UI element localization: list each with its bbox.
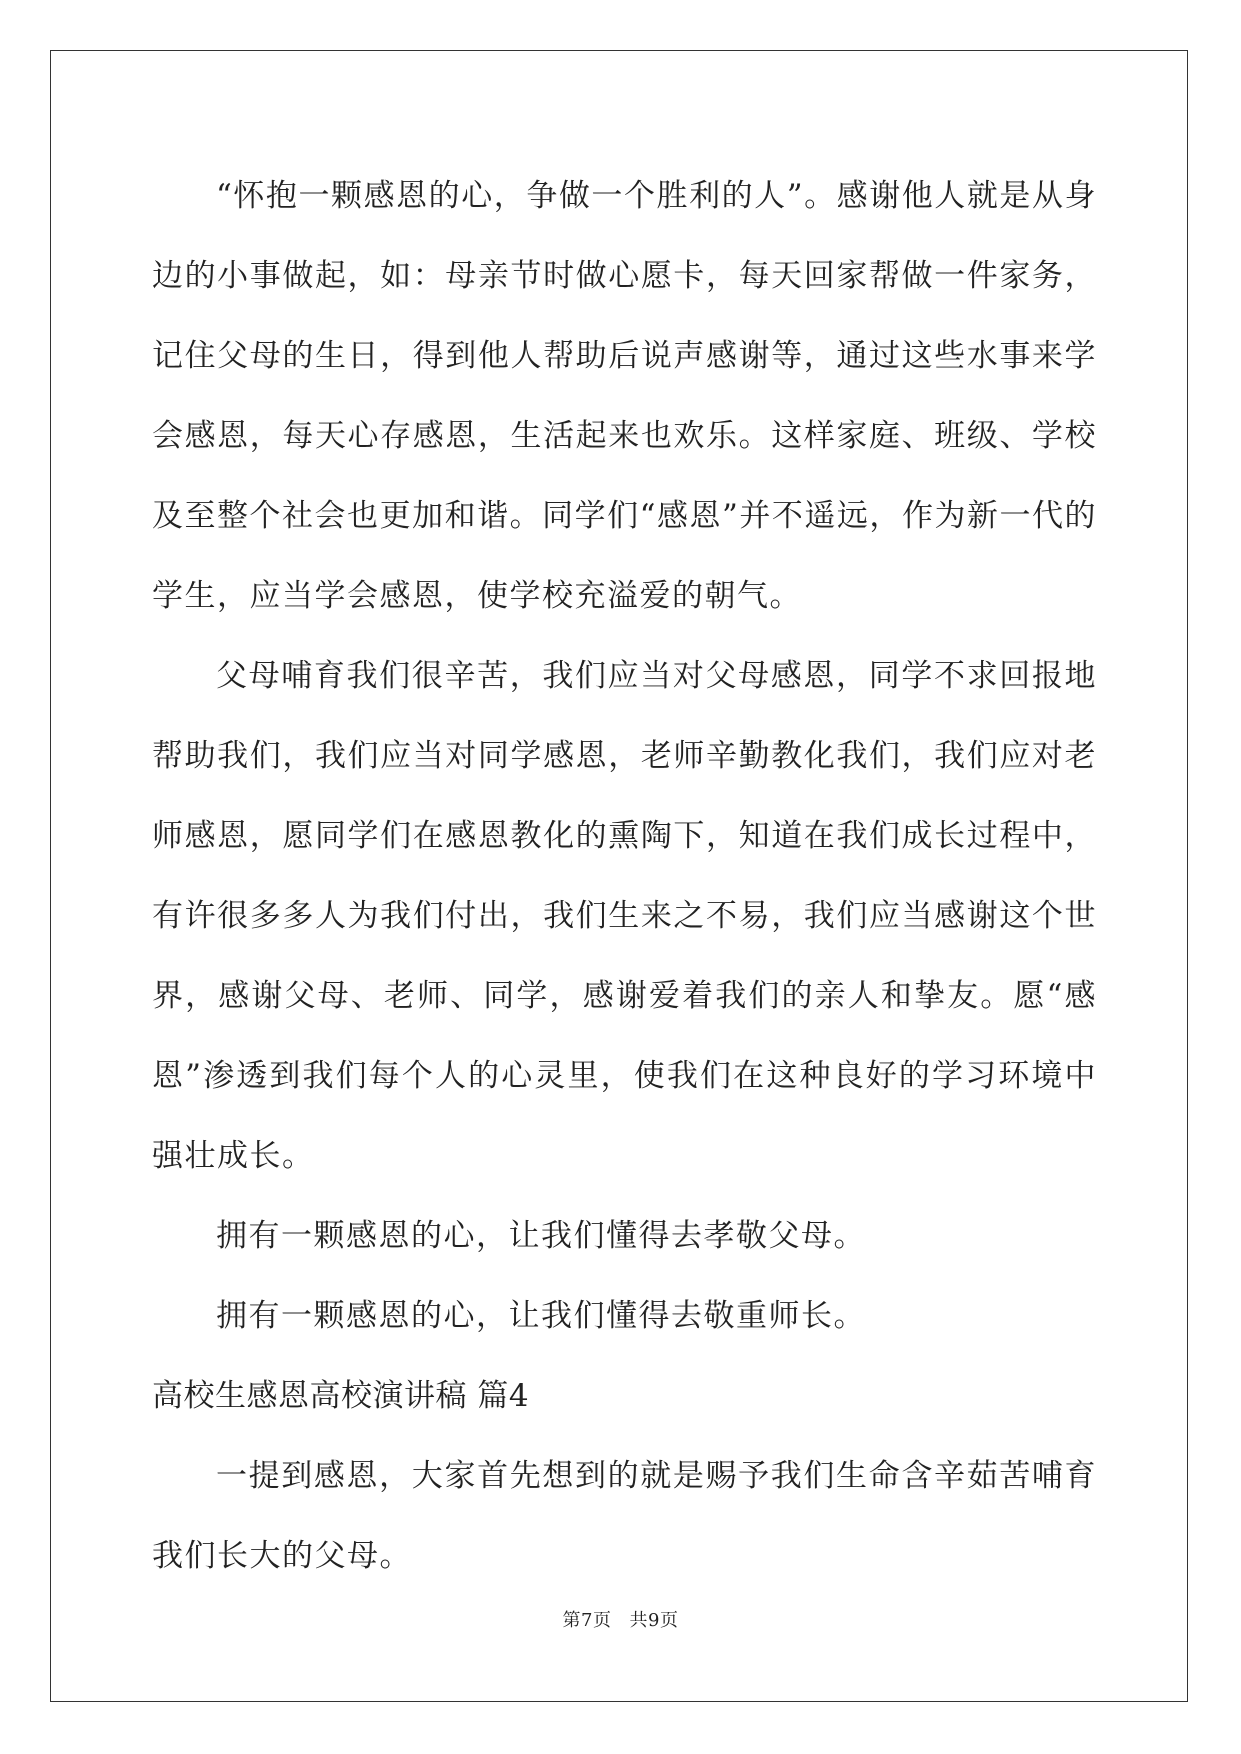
page-total: 共9页: [629, 1610, 679, 1631]
document-body: [152, 156, 1097, 1596]
page-footer: [0, 1606, 1241, 1632]
paragraph: 拥有一颗感恩的心，让我们懂得去敬重师长。: [216, 1298, 866, 1334]
paragraph: “怀抱一颗感恩的心，争做一个胜利的人”。感谢他人就是从身边的小事做起，如：母亲节时做心愿卡，每天回家帮做一件家务，记住父母的生日，得到他人帮助后说声感谢等，通过这些水事来学会感恩，每天心存感恩，生活起来也欢乐。这样家庭、班级、学校及至整个社会也更加和谐。同学们“感恩”并不遥远，作为新一代的学生，应当学会感恩，使学校充溢爱的朝气。: [152, 178, 1097, 614]
page-number: 第7页: [562, 1610, 612, 1631]
section-heading: 高校生感恩高校演讲稿 篇4: [152, 1378, 530, 1414]
paragraph: 一提到感恩，大家首先想到的就是赐予我们生命含辛茹苦哺育我们长大的父母。: [152, 1458, 1097, 1574]
paragraph: 父母哺育我们很辛苦，我们应当对父母感恩，同学不求回报地帮助我们，我们应当对同学感恩，老师辛勤教化我们，我们应对老师感恩，愿同学们在感恩教化的熏陶下，知道在我们成长过程中，有许很多多人为我们付出，我们生来之不易，我们应当感谢这个世界，感谢父母、老师、同学，感谢爱着我们的亲人和挚友。愿“感恩”渗透到我们每个人的心灵里，使我们在这种良好的学习环境中强壮成长。: [152, 658, 1097, 1174]
paragraph: 拥有一颗感恩的心，让我们懂得去孝敬父母。: [216, 1218, 866, 1254]
